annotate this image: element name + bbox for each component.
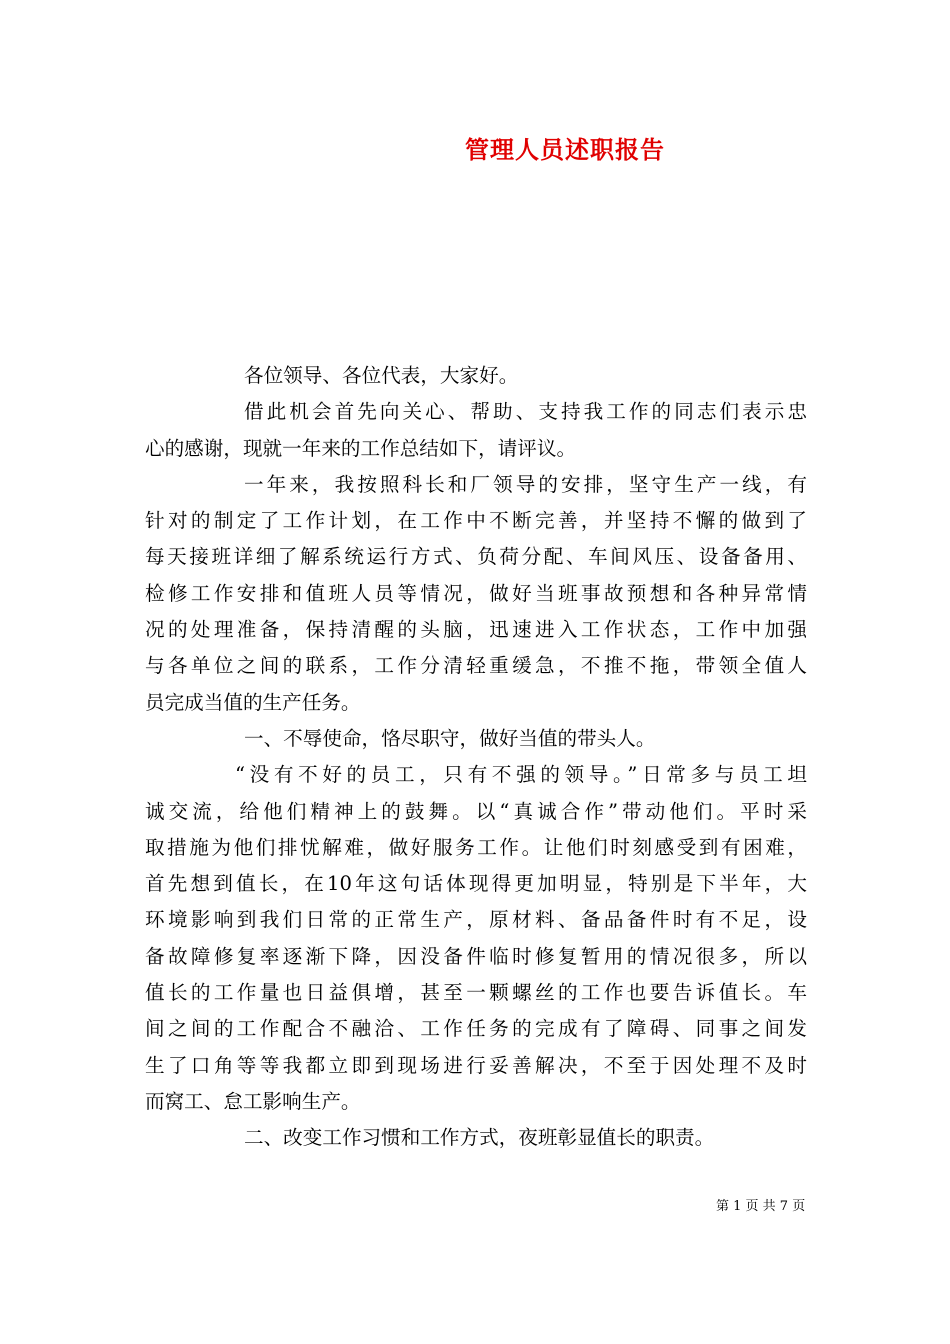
body-line: 各位领导、各位代表，大家好。 bbox=[244, 364, 519, 387]
body-line: 备故障修复率逐渐下降，因没备件临时修复暂用的情况很多，所以 bbox=[145, 944, 807, 968]
body-line: 值长的工作量也日益俱增，甚至一颗螺丝的工作也要告诉值长。车 bbox=[145, 981, 807, 1005]
body-line: 针对的制定了工作计划，在工作中不断完善，并坚持不懈的做到了 bbox=[145, 509, 807, 533]
body-line: 况的处理准备，保持清醒的头脑，迅速进入工作状态，工作中加强 bbox=[145, 618, 807, 642]
body-line: 二、改变工作习惯和工作方式，夜班彰显值长的职责。 bbox=[244, 1126, 715, 1150]
body-line: 一年来，我按照科长和厂领导的安排，坚守生产一线，有 bbox=[244, 472, 807, 496]
body-line: 心的感谢，现就一年来的工作总结如下，请评议。 bbox=[145, 436, 577, 460]
document-title: 管理人员述职报告 bbox=[465, 135, 665, 164]
body-line: 每天接班详细了解系统运行方式、负荷分配、车间风压、设备备用、 bbox=[145, 545, 807, 569]
body-line: 间之间的工作配合不融洽、工作任务的完成有了障碍、同事之间发 bbox=[145, 1017, 807, 1041]
body-line: 取措施为他们排忧解难，做好服务工作。让他们时刻感受到有困难， bbox=[145, 835, 807, 859]
page-number-footer: 第 1 页 共 7 页 bbox=[716, 1199, 806, 1214]
body-line: 环境影响到我们日常的正常生产，原材料、备品备件时有不足，设 bbox=[145, 908, 807, 932]
body-line: 生了口角等等我都立即到现场进行妥善解决，不至于因处理不及时 bbox=[145, 1053, 807, 1077]
body-line: 而窝工、怠工影响生产。 bbox=[145, 1089, 361, 1113]
body-line: “没有不好的员工，只有不强的领导。”日常多与员工坦 bbox=[235, 763, 807, 787]
body-line: 检修工作安排和值班人员等情况，做好当班事故预想和各种异常情 bbox=[145, 581, 807, 605]
body-line: 首先想到值长，在10年这句话体现得更加明显，特别是下半年，大 bbox=[145, 872, 807, 896]
body-line: 借此机会首先向关心、帮助、支持我工作的同志们表示忠 bbox=[244, 400, 807, 424]
body-line: 一、不辱使命，恪尽职守，做好当值的带头人。 bbox=[244, 726, 656, 750]
body-line: 与各单位之间的联系，工作分清轻重缓急，不推不拖，带领全值人 bbox=[145, 654, 807, 678]
document-body bbox=[145, 358, 807, 1157]
body-line: 员完成当值的生产任务。 bbox=[145, 690, 361, 714]
body-line: 诚交流，给他们精神上的鼓舞。以“真诚合作”带动他们。平时采 bbox=[145, 799, 807, 823]
